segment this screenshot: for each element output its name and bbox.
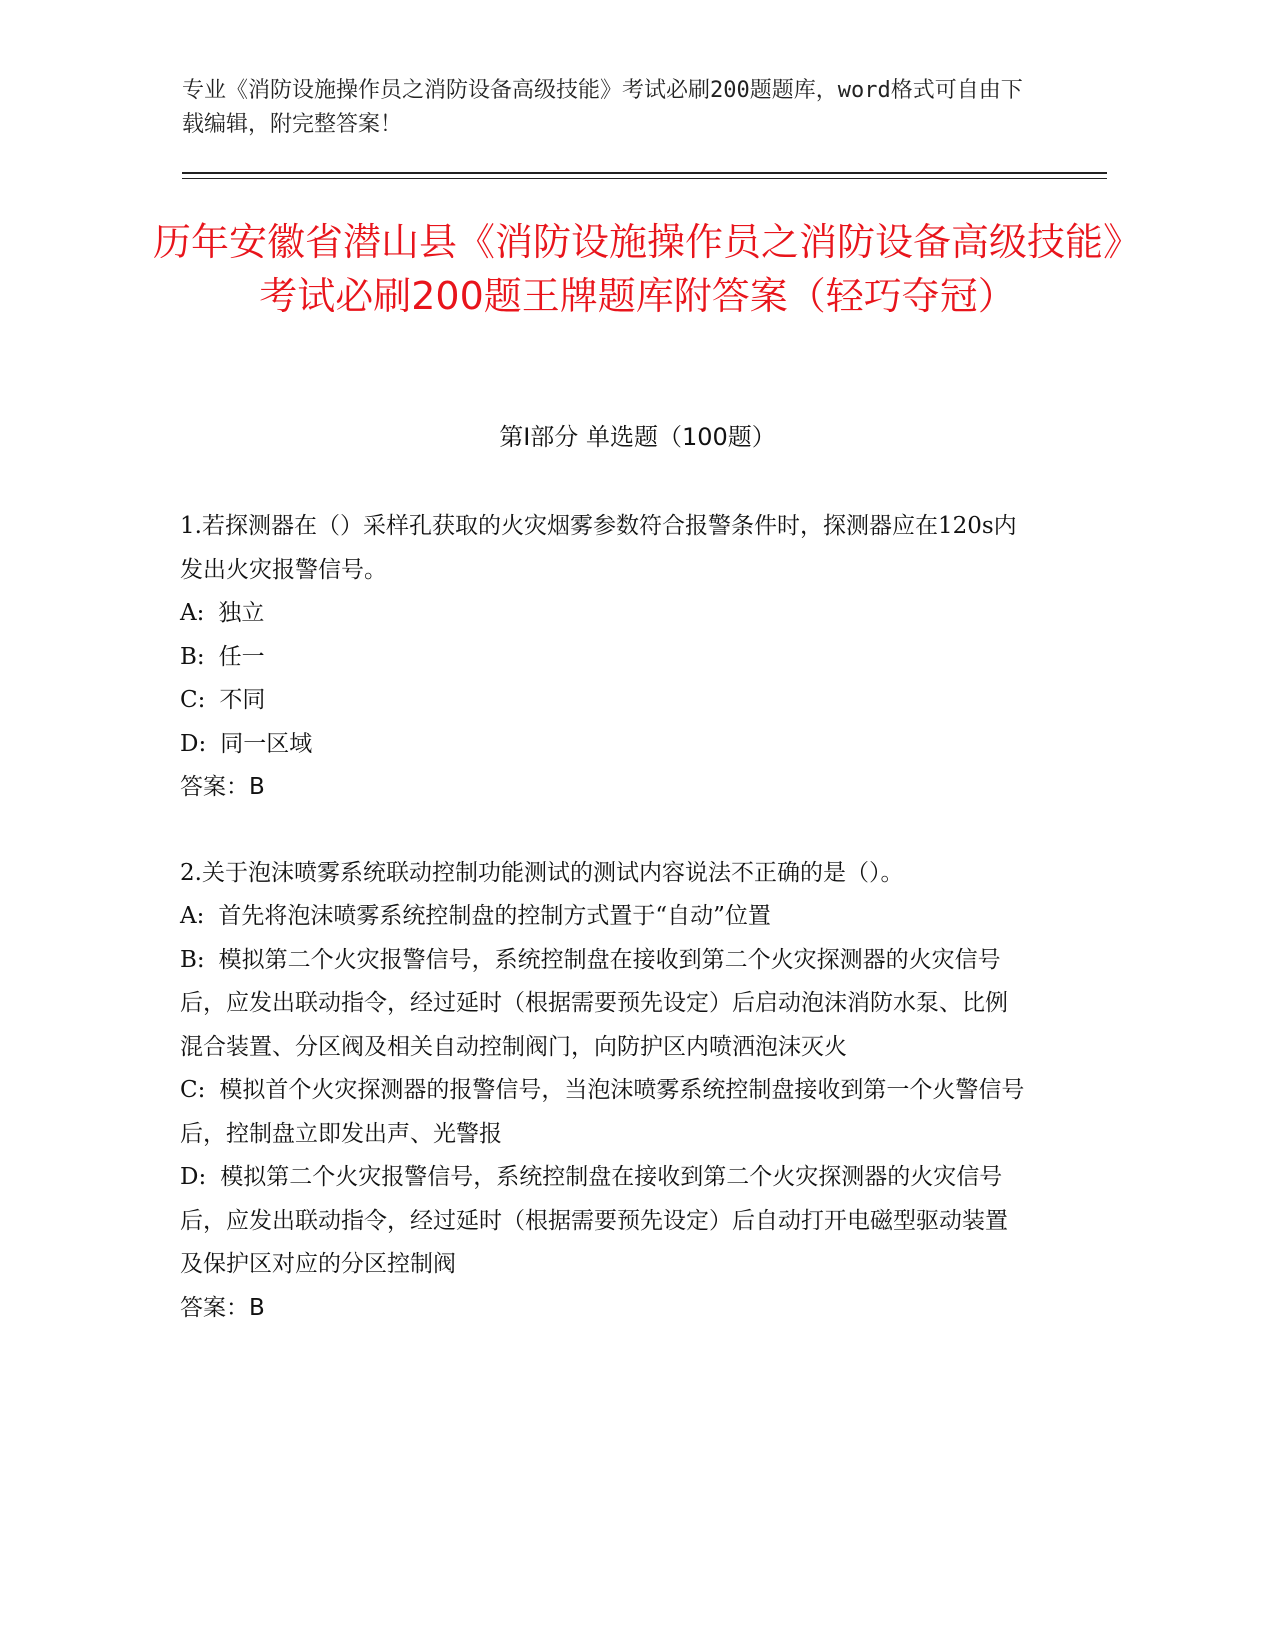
- option-key: D:: [180, 1164, 207, 1190]
- option-text: 任一: [218, 643, 265, 670]
- document-title: 历年安徽省潜山县《消防设施操作员之消防设备高级技能》考试必刷200题王牌题库附答案（轻巧夺冠）: [152, 220, 1122, 318]
- section-title: 第Ⅰ部分 单选题（100题）: [499, 423, 776, 451]
- option-text: 模拟首个火灾探测器的报警信号，当泡沫喷雾系统控制盘接收到第一个火警信号后，控制盘立即发出声、光警报: [180, 1077, 1025, 1147]
- option-key: B:: [180, 946, 205, 973]
- header-divider-thick: [182, 172, 1107, 174]
- question-stem: 1.若探测器在（）采样孔获取的火灾烟雾参数符合报警条件时，探测器应在120s内发出火灾报警信号。: [180, 513, 1017, 583]
- header-divider-thin: [182, 178, 1107, 179]
- option-key: C:: [180, 1077, 206, 1103]
- answer-text: 答案：B: [180, 1294, 265, 1321]
- option-key: A:: [180, 600, 205, 626]
- option-c: [180, 1069, 1030, 1156]
- option-text: 不同: [219, 687, 266, 713]
- option-key: D:: [180, 730, 207, 757]
- option-text: 首先将泡沫喷雾系统控制盘的控制方式置于“自动”位置: [218, 903, 771, 929]
- option-text: 模拟第二个火灾报警信号，系统控制盘在接收到第二个火灾探测器的火灾信号后，应发出联动指令，经过延时（根据需要预先设定）后启动泡沫消防水泵、比例混合装置、分区阀及相关自动控制阀门，向防护区内喷洒泡沫灭火: [180, 946, 1008, 1060]
- header-note: 专业《消防设施操作员之消防设备高级技能》考试必刷200题题库，word格式可自由下载编辑，附完整答案！: [182, 78, 1023, 137]
- option-b: [180, 939, 1030, 1070]
- option-key: B:: [180, 643, 205, 670]
- option-d: [180, 1156, 1030, 1287]
- option-text: 独立: [218, 600, 265, 626]
- option-text: 同一区域: [220, 730, 313, 757]
- option-text: 模拟第二个火灾报警信号，系统控制盘在接收到第二个火灾探测器的火灾信号后，应发出联动指令，经过延时（根据需要预先设定）后自动打开电磁型驱动装置及保护区对应的分区控制阀: [180, 1164, 1008, 1277]
- option-d: [180, 723, 1030, 767]
- option-c: [180, 679, 1030, 723]
- answer-text: 答案：B: [180, 774, 265, 800]
- question-1: [180, 505, 1030, 810]
- question-2: [180, 852, 1030, 1331]
- option-a: [180, 895, 1030, 939]
- option-key: C:: [180, 687, 206, 713]
- option-a: [180, 592, 1030, 636]
- question-list: [180, 505, 1030, 1372]
- question-stem: 2.关于泡沫喷雾系统联动控制功能测试的测试内容说法不正确的是（）。: [180, 859, 904, 886]
- option-key: A:: [180, 903, 205, 929]
- option-b: [180, 636, 1030, 680]
